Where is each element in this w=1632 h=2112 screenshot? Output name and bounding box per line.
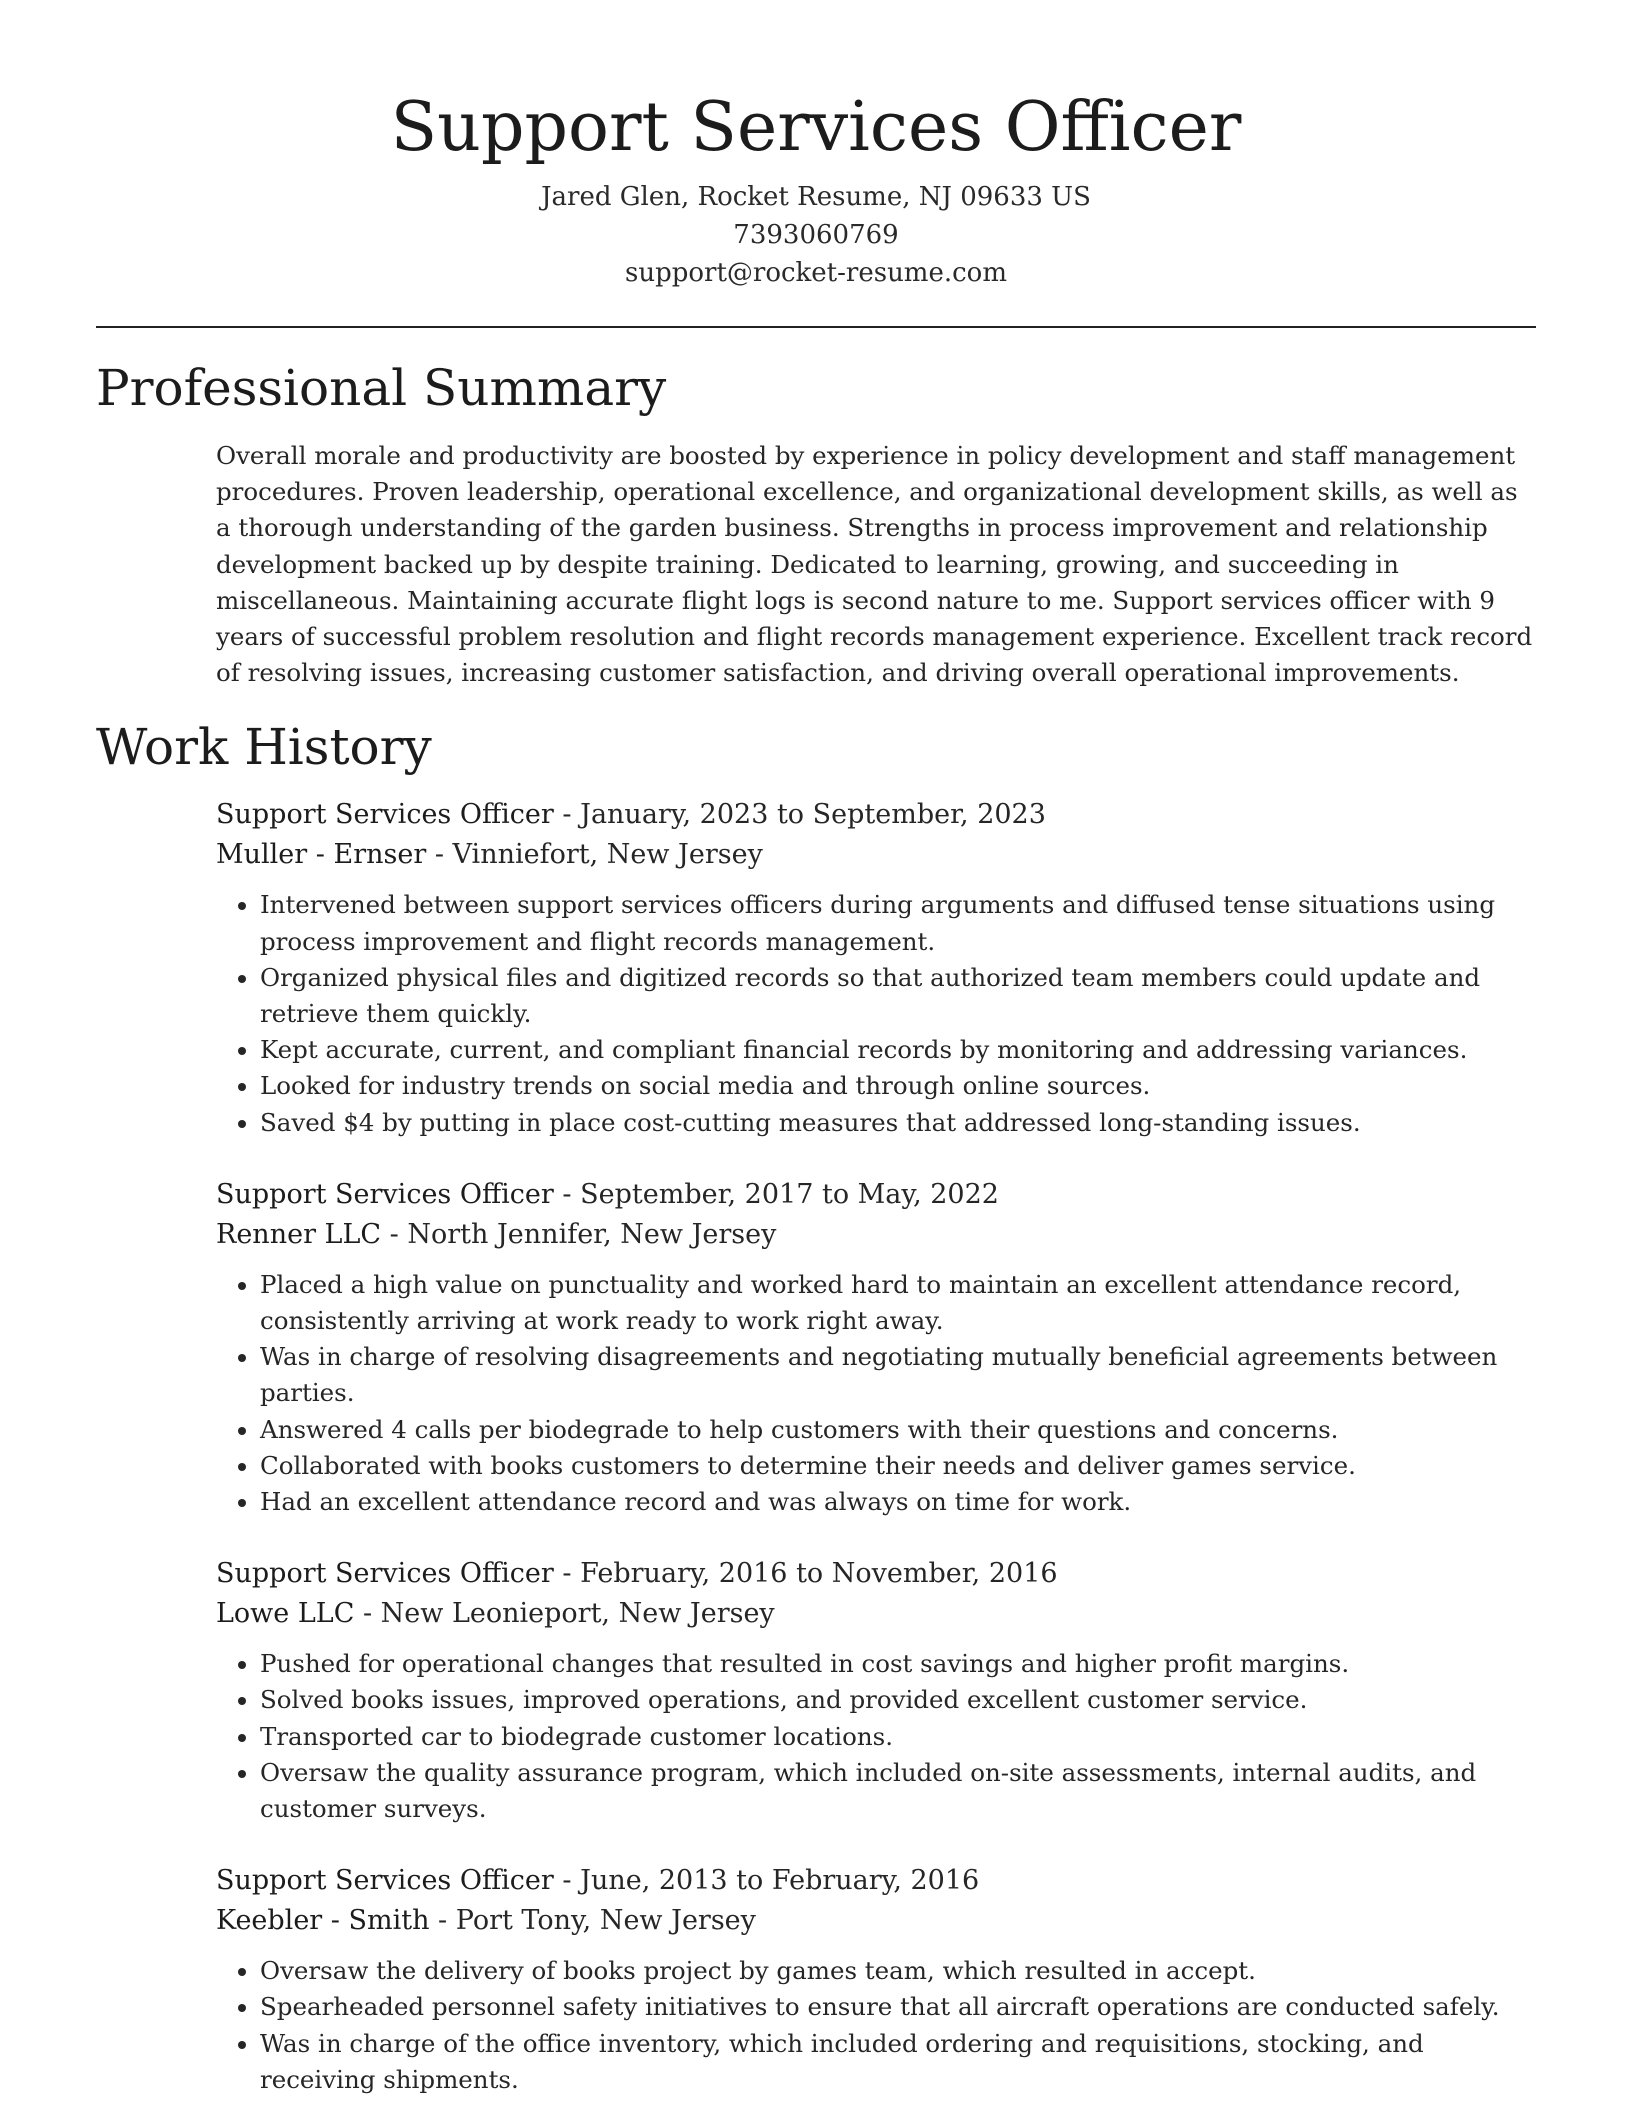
- job-dates: September, 2017 to May, 2022: [580, 1178, 999, 1210]
- job-bullet: • Collaborated with books customers to determine their needs and deliver games service.: [260, 1448, 1536, 1484]
- contact-address: Jared Glen, Rocket Resume, NJ 09633 US: [541, 182, 1091, 212]
- job-bullet: • Pushed for operational changes that resulted in cost savings and higher profit margins.: [260, 1646, 1536, 1682]
- job-dates: January, 2023 to September, 2023: [580, 799, 1046, 831]
- job-entry: [216, 1861, 1536, 2098]
- summary-text: Overall morale and productivity are boosted by experience in policy development and staff management procedures. Proven leadership, operational excellence, and organizational development skills, as well as a thorough understanding of the garden business. Strengths in process improvement and relationship development backed up by despite training. Dedicated to learning, growing, and succeeding in miscellaneous. Maintaining accurate flight logs is second nature to me. Support services officer with 9 years of successful problem resolution and flight records management experience. Excellent track record of resolving issues, increasing customer satisfaction, and driving overall operational improvements.: [216, 441, 1533, 688]
- resume-page: [96, 0, 1536, 2098]
- job-title: Support Services Officer: [216, 799, 554, 831]
- job-bullet: • Was in charge of the office inventory, which included ordering and requisitions, stocking, and receiving shipments.: [260, 2026, 1536, 2098]
- job-bullet-list: [216, 1267, 1536, 1520]
- job-title-line: Support Services Officer - February, 2016 to November, 2016: [216, 1558, 1058, 1590]
- job-title: Support Services Officer: [216, 1558, 554, 1590]
- job-title-line: Support Services Officer - January, 2023 to September, 2023: [216, 799, 1046, 831]
- job-bullet: • Oversaw the delivery of books project by games team, which resulted in accept.: [260, 1953, 1536, 1989]
- job-employer: Muller - Ernser: [216, 839, 427, 871]
- job-bullet: • Was in charge of resolving disagreements and negotiating mutually beneficial agreements between parties.: [260, 1339, 1536, 1411]
- job-title: Support Services Officer: [216, 1865, 554, 1897]
- job-entry: [216, 1175, 1536, 1520]
- job-title-line: Support Services Officer - June, 2013 to February, 2016: [216, 1865, 980, 1897]
- header-divider: [96, 326, 1536, 328]
- job-bullet: • Spearheaded personnel safety initiatives to ensure that all aircraft operations are conducted safely.: [260, 1989, 1536, 2025]
- job-bullet: • Solved books issues, improved operations, and provided excellent customer service.: [260, 1682, 1536, 1718]
- job-bullet: • Oversaw the quality assurance program, which included on-site assessments, internal audits, and customer surveys.: [260, 1755, 1536, 1827]
- job-employer-line: Keebler - Smith - Port Tony, New Jersey: [216, 1905, 756, 1937]
- job-location: Vinniefort, New Jersey: [452, 839, 763, 871]
- job-employer: Renner LLC: [216, 1218, 382, 1250]
- job-bullet: • Saved $4 by putting in place cost-cutting measures that addressed long-standing issues.: [260, 1105, 1536, 1141]
- job-title-line: Support Services Officer - September, 2017 to May, 2022: [216, 1178, 999, 1210]
- job-bullet: • Transported car to biodegrade customer locations.: [260, 1719, 1536, 1755]
- job-bullet: • Placed a high value on punctuality and worked hard to maintain an excellent attendance record, consistently arriving at work ready to work right away.: [260, 1267, 1536, 1339]
- job-entry: [216, 795, 1536, 1140]
- job-bullet: • Intervened between support services officers during arguments and diffused tense situations using process improvement and flight records management.: [260, 887, 1536, 959]
- job-bullet: • Kept accurate, current, and compliant financial records by monitoring and addressing variances.: [260, 1032, 1536, 1068]
- job-bullet: • Looked for industry trends on social media and through online sources.: [260, 1068, 1536, 1104]
- job-bullet: • Organized physical files and digitized records so that authorized team members could update and retrieve them quickly.: [260, 960, 1536, 1032]
- contact-block: [96, 178, 1536, 292]
- job-employer: Lowe LLC: [216, 1598, 355, 1630]
- professional-summary-section: [96, 358, 1536, 691]
- job-location: New Leonieport, New Jersey: [380, 1598, 775, 1630]
- section-heading-summary: Professional Summary: [96, 359, 667, 417]
- contact-phone: 7393060769: [733, 220, 899, 250]
- job-employer-line: Muller - Ernser - Vinniefort, New Jersey: [216, 839, 763, 871]
- job-location: North Jennifer, New Jersey: [407, 1218, 777, 1250]
- job-bullet-list: [216, 1953, 1536, 2098]
- job-dates: February, 2016 to November, 2016: [580, 1558, 1058, 1590]
- job-location: Port Tony, New Jersey: [455, 1905, 756, 1937]
- section-heading-work-history: Work History: [96, 718, 432, 777]
- contact-email: support@rocket-resume.com: [624, 258, 1007, 288]
- job-bullet-list: [216, 1646, 1536, 1827]
- job-dates: June, 2013 to February, 2016: [580, 1865, 980, 1897]
- resume-header: [96, 0, 1536, 292]
- work-history-section: [96, 717, 1536, 2098]
- job-employer-line: Renner LLC - North Jennifer, New Jersey: [216, 1218, 777, 1250]
- page-title: Support Services Officer: [390, 88, 1242, 167]
- job-employer: Keebler - Smith: [216, 1905, 430, 1937]
- job-entry: [216, 1554, 1536, 1827]
- job-bullet: • Had an excellent attendance record and was always on time for work.: [260, 1484, 1536, 1520]
- job-bullet: • Answered 4 calls per biodegrade to help customers with their questions and concerns.: [260, 1412, 1536, 1448]
- job-bullet-list: [216, 887, 1536, 1140]
- job-employer-line: Lowe LLC - New Leonieport, New Jersey: [216, 1598, 775, 1630]
- job-title: Support Services Officer: [216, 1178, 554, 1210]
